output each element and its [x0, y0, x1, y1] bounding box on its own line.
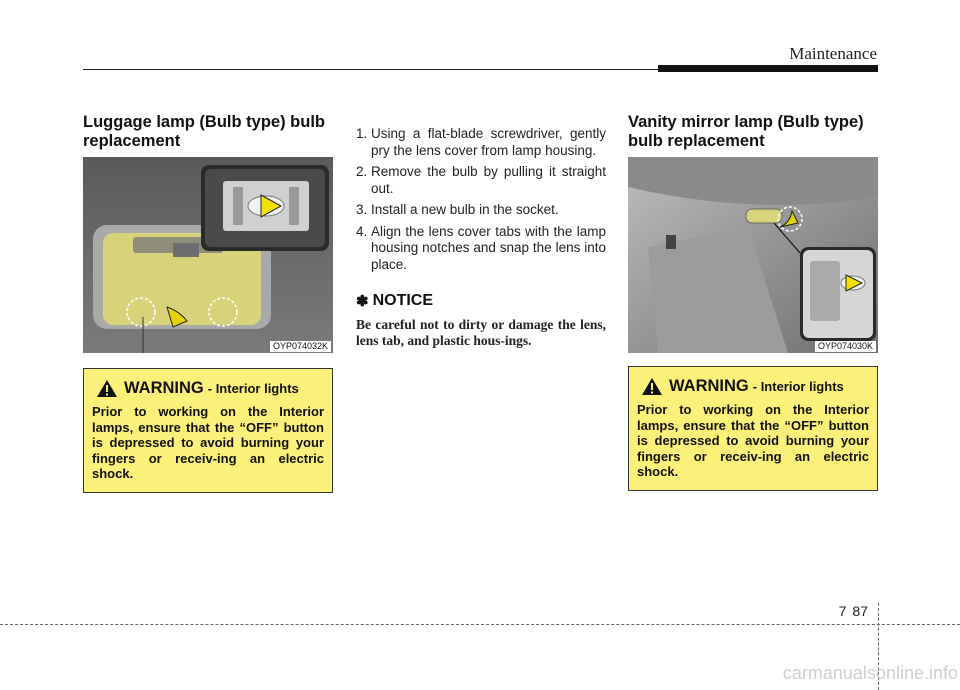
header-rule	[83, 69, 658, 70]
image-code: OYP074030K	[815, 341, 876, 352]
luggage-lamp-illustration	[83, 157, 333, 353]
warning-box	[83, 368, 333, 493]
page-header-title: Maintenance	[789, 44, 877, 63]
step-item: 1. Using a flat-blade screwdriver, gently pry the lens cover from lamp housing.	[356, 126, 606, 158]
warning-header: WARNING - Interior lights	[84, 369, 332, 398]
warning-header: WARNING - Interior lights	[629, 367, 877, 396]
luggage-lamp-photo	[83, 157, 333, 353]
watermark: carmanualsonline.info	[782, 663, 958, 683]
warning-text: Prior to working on the Interior lamps, ensure that the “OFF” button is depressed to avoid burning your fingers or receiv-ing an electric shock.	[92, 404, 324, 481]
header-rule-accent	[658, 65, 878, 72]
warning-text: Prior to working on the Interior lamps, ensure that the “OFF” button is depressed to avoid burning your fingers or receiv-ing an electric shock.	[637, 402, 869, 479]
step-item: 3. Install a new bulb in the socket.	[356, 202, 559, 217]
chapter-number: 7	[838, 603, 847, 619]
warning-triangle-icon	[96, 379, 118, 398]
luggage-lamp-heading: Luggage lamp (Bulb type) bulb replacement	[83, 113, 325, 150]
warning-box	[628, 366, 878, 491]
vanity-lamp-heading: Vanity mirror lamp (Bulb type) bulb replacement	[628, 113, 864, 150]
replacement-steps	[356, 126, 606, 278]
page-number-value: 87	[852, 603, 868, 619]
step-item: 4. Align the lens cover tabs with the lamp housing notches and snap the lens into place.	[356, 223, 606, 272]
notice-heading: ✽ NOTICE	[356, 292, 434, 310]
vanity-lamp-illustration	[628, 157, 878, 353]
warning-triangle-icon	[641, 377, 663, 396]
notice-star-icon: ✽	[356, 293, 369, 310]
step-item: 2. Remove the bulb by pulling it straight out.	[356, 164, 606, 196]
vanity-lamp-photo	[628, 157, 878, 353]
footer-rule	[0, 624, 960, 625]
image-code: OYP074032K	[270, 341, 331, 352]
page-number	[839, 603, 868, 619]
notice-text: Be careful not to dirty or damage the lens, lens tab, and plastic hous-ings.	[356, 317, 606, 348]
